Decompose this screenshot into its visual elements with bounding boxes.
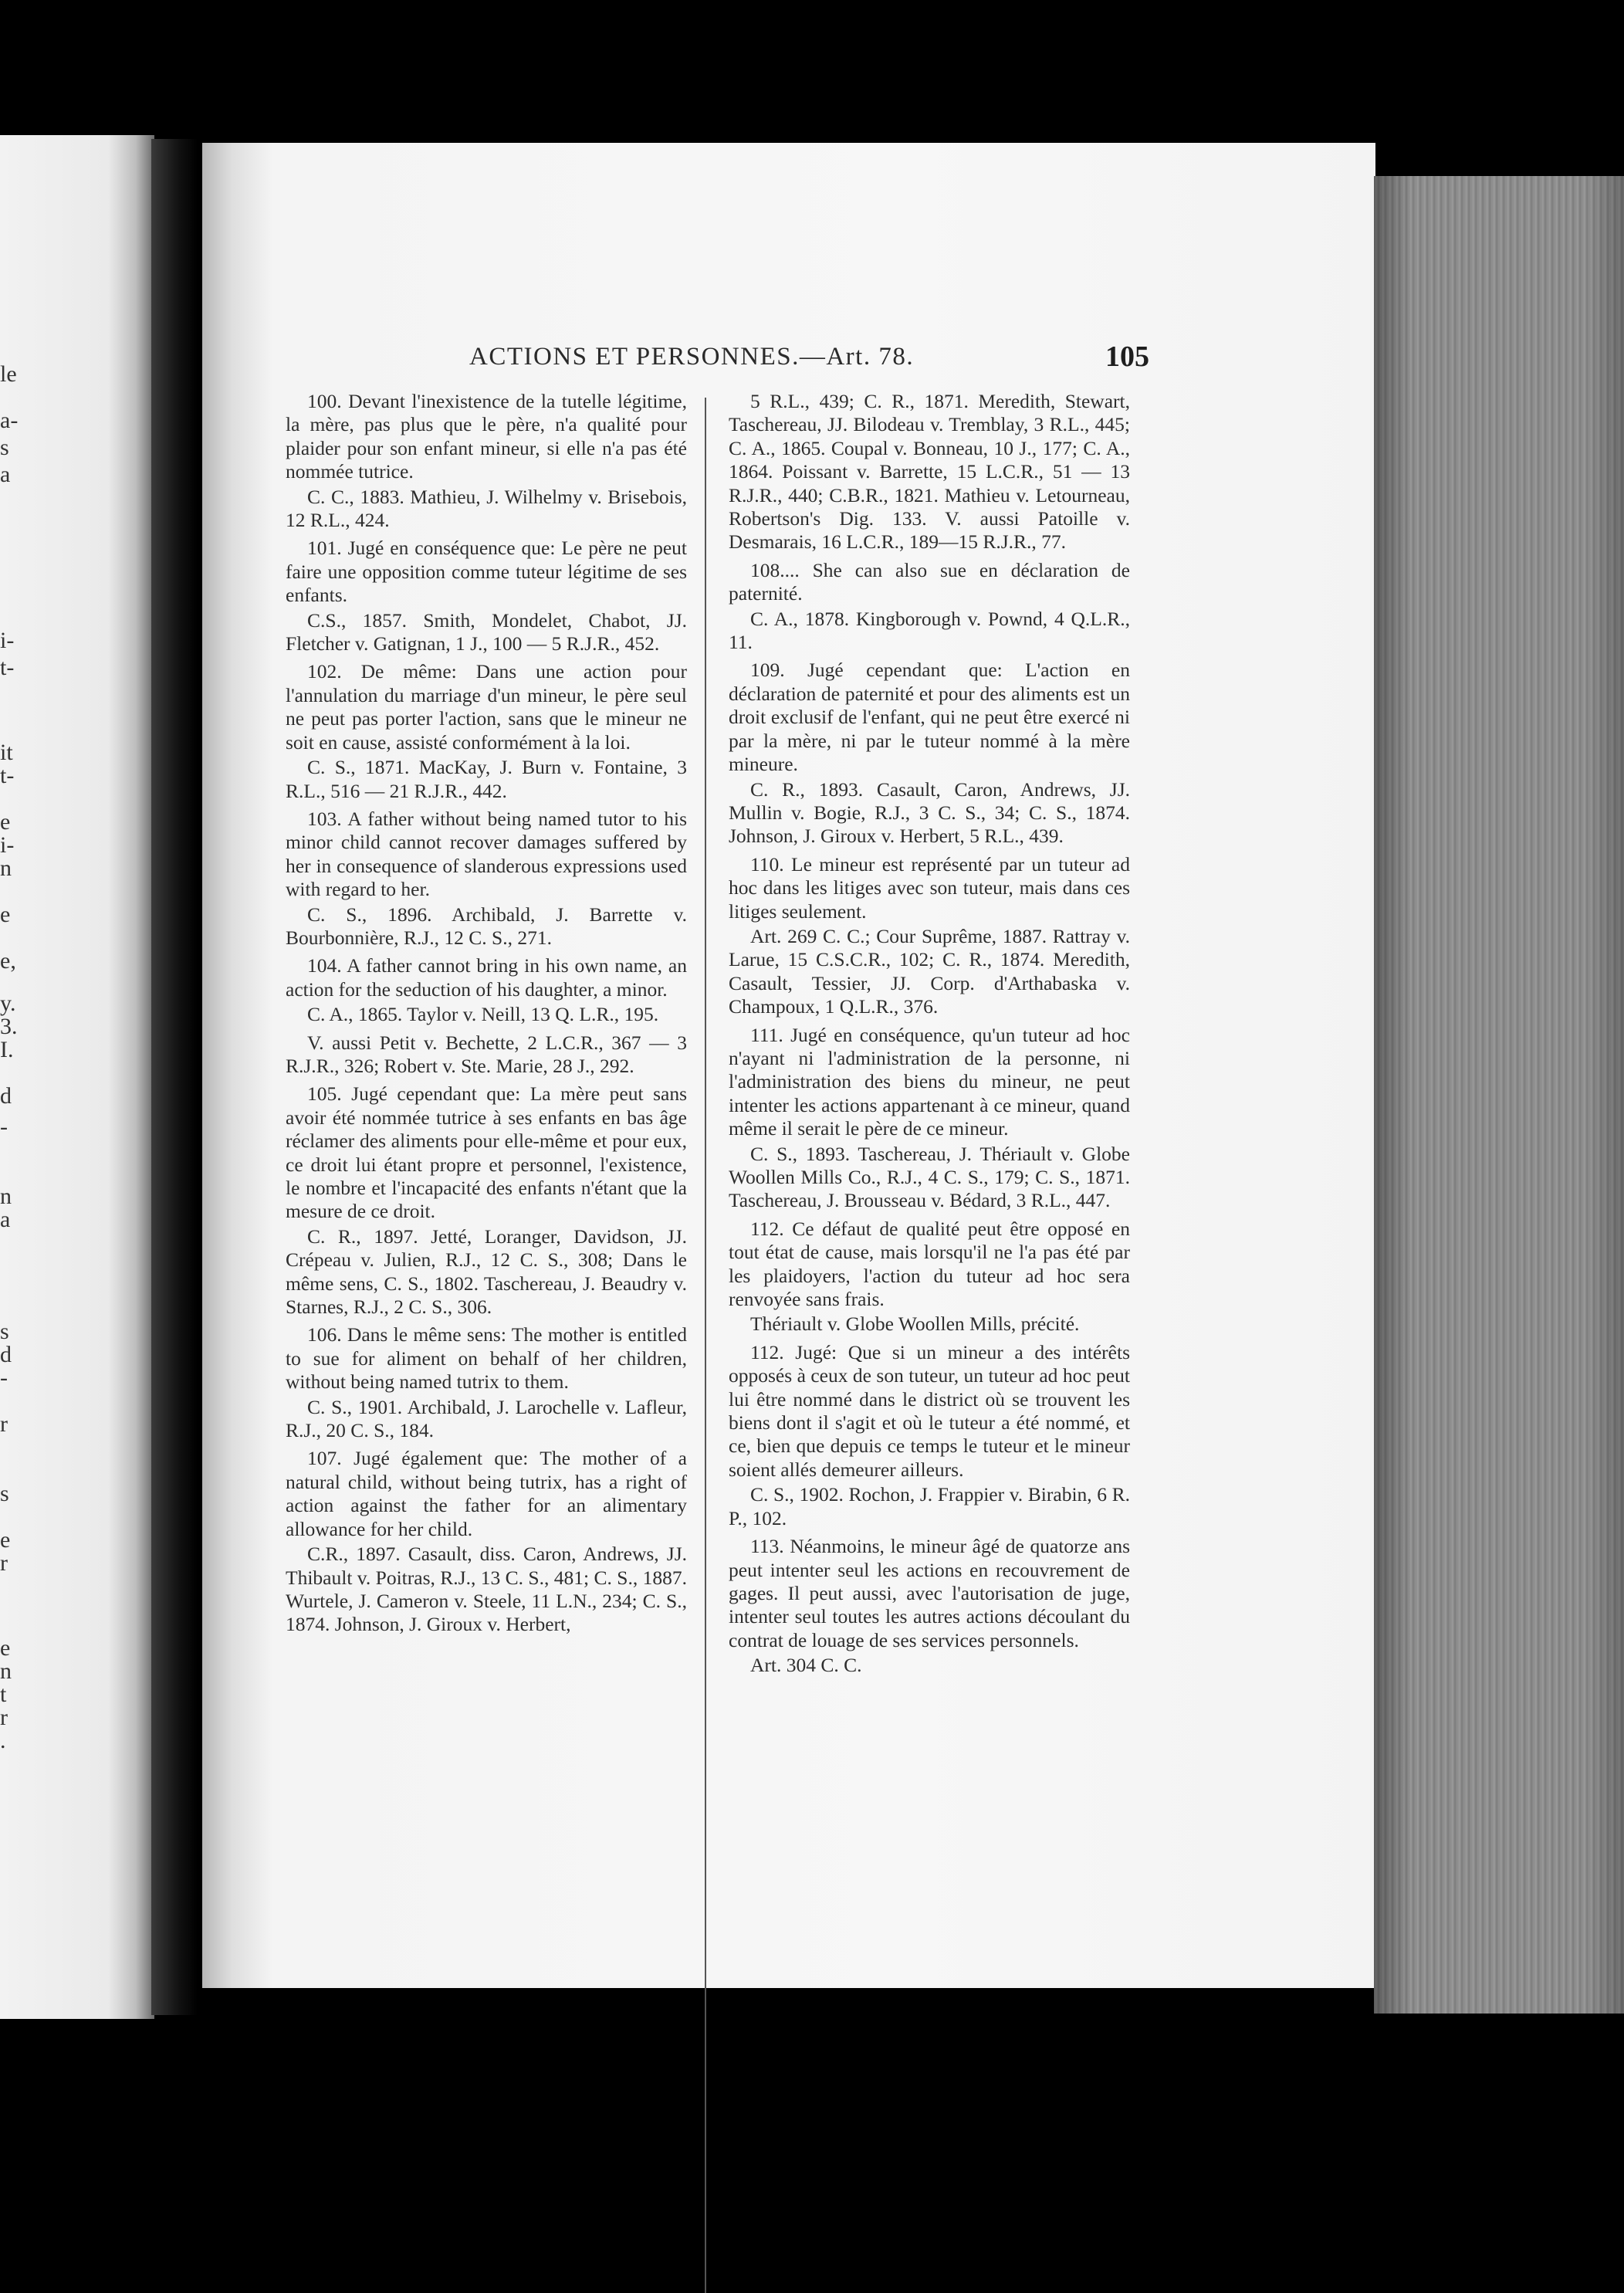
left-fragment: 3. [0, 1014, 18, 1039]
citation: C. R., 1897. Jetté, Loranger, Davidson, JJ. Crépeau v. Julien, R.J., 12 C. S., 308; Dans le même sens, C. S., 1802. Taschereau, J. Beaudry v. Starnes, R.J., 2 C. S., 306. [286, 1224, 687, 1319]
paragraph: 101. Jugé en conséquence que: Le père ne peut faire une opposition comme tuteur légitime de ses enfants. [286, 537, 687, 607]
left-fragment: - [0, 1114, 8, 1140]
paragraph: 107. Jugé également que: The mother of a natural child, without being tutrix, has a right of action against the father for an alimentary allowance for her child. [286, 1447, 687, 1540]
citation-continued: 5 R.L., 439; C. R., 1871. Meredith, Stewart, Taschereau, JJ. Bilodeau v. Tremblay, 3 R.L., 445; C. A., 1865. Coupal v. Bonneau, 10 J., 177; C. A., 1864. Poissant v. Barrette, 15 L.C.R., 51 — 13 R.J.R., 440; C.B.R., 1821. Mathieu v. Letourneau, Robertson's Dig. 133. V. aussi Patoille v. Desmarais, 16 L.C.R., 189—15 R.J.R., 77. [729, 390, 1130, 554]
left-fragment: e [0, 1635, 11, 1661]
book-gutter [151, 139, 198, 2015]
left-fragment: it [0, 740, 13, 765]
left-fragment: - [0, 1365, 8, 1390]
left-fragment: n [0, 1184, 12, 1209]
left-page-text-fragments [0, 363, 31, 1830]
paragraph: 103. A father without being named tutor to his minor child cannot recover damages suffered by her in consequence of slanderous expressions used with regard to her. [286, 807, 687, 901]
running-head: ACTIONS ET PERSONNES.—Art. 78. [469, 343, 915, 371]
left-text-column [286, 390, 687, 1641]
left-fragment: r [0, 1550, 8, 1576]
citation: C. S., 1901. Archibald, J. Larochelle v. Lafleur, R.J., 20 C. S., 184. [286, 1395, 687, 1442]
citation: C. S., 1893. Taschereau, J. Thériault v. Globe Woollen Mills Co., R.J., 4 C. S., 179; C. S., 1871. Taschereau, J. Brousseau v. Bédard, 3 R.L., 447. [729, 1142, 1130, 1212]
citation: Thériault v. Globe Woollen Mills, précité. [750, 1312, 1080, 1336]
citation: C.S., 1857. Smith, Mondelet, Chabot, JJ. Fletcher v. Gatignan, 1 J., 100 — 5 R.J.R., 452. [286, 608, 687, 655]
left-fragment: n [0, 855, 12, 881]
paragraph: 105. Jugé cependant que: La mère peut sans avoir été nommée tutrice à ses enfants en bas âge réclamer des aliments pour elle-même et pour eux, ce droit lui étant propre et personnel, l'existence, le nombre et l'incapacité des enfants n'étant que la mesure de ce droit. [286, 1082, 687, 1223]
column-divider [705, 398, 706, 2293]
left-fragment: t- [0, 655, 15, 680]
left-fragment: le [0, 361, 17, 387]
paragraph: 104. A father cannot bring in his own name, an action for the seduction of his daughter, a minor. [286, 954, 687, 1001]
paragraph: 111. Jugé en conséquence, qu'un tuteur ad hoc n'ayant ni l'administration de la personne, ni l'administration des biens du mineur, ne peut intenter les actions appartenant à ce mineur, quand même il serait le père de ce mineur. [729, 1023, 1130, 1140]
citation: C. C., 1883. Mathieu, J. Wilhelmy v. Brisebois, 12 R.L., 424. [286, 485, 687, 532]
left-fragment: i- [0, 832, 15, 858]
paragraph: 100. Devant l'inexistence de la tutelle légitime, la mère, pas plus que le père, n'a qualité pour plaider pour son enfant mineur, si elle n'a pas été nommée tutrice. [286, 390, 687, 483]
page-number: 105 [1105, 340, 1149, 373]
left-fragment: d [0, 1083, 12, 1109]
citation: C. A., 1878. Kingborough v. Pownd, 4 Q.L.R., 11. [729, 607, 1130, 654]
left-fragment: r [0, 1705, 8, 1730]
right-text-column [729, 390, 1130, 1682]
left-fragment: t [0, 1682, 7, 1707]
paragraph: 110. Le mineur est représenté par un tuteur ad hoc dans les litiges avec son tuteur, mais dans ces litiges seulement. [729, 852, 1130, 923]
citation: Art. 269 C. C.; Cour Suprême, 1887. Rattray v. Larue, 15 C.S.C.R., 102; C. R., 1874. Meredith, Casault, Tessier, JJ. Corp. d'Arthabaska v. Champoux, 1 Q.L.R., 376. [729, 924, 1130, 1018]
paragraph: 102. De même: Dans une action pour l'annulation du marriage d'un mineur, le père seul ne peut pas porter l'action, sans que le mineur ne soit en cause, assisté conformément à la loi. [286, 660, 687, 754]
left-fragment: e, [0, 948, 16, 974]
citation: C.R., 1897. Casault, diss. Caron, Andrews, JJ. Thibault v. Poitras, R.J., 13 C. S., 481; C. S., 1887. Wurtele, J. Cameron v. Steele, 11 L.N., 234; C. S., 1874. Johnson, J. Giroux v. Herbert, [286, 1543, 687, 1636]
paragraph: 112. Ce défaut de qualité peut être opposé en tout état de cause, mais lorsqu'il ne l'a pas été par les plaidoyers, l'action du tuteur ad hoc sera renvoyée sans frais. [729, 1217, 1130, 1311]
left-fragment: a [0, 462, 11, 487]
paragraph: 109. Jugé cependant que: L'action en déclaration de paternité et pour des aliments est un droit exclusif de l'enfant, qui ne peut être exercé ni par la mère, ni par le tuteur nommé à la mère mineure. [729, 659, 1130, 776]
left-fragment: a [0, 1207, 11, 1232]
left-fragment: e [0, 1527, 11, 1553]
left-fragment: y. [0, 991, 16, 1016]
left-fragment: I. [0, 1037, 14, 1062]
left-fragment: s [0, 1319, 9, 1344]
left-fragment: e [0, 809, 11, 835]
left-fragment: . [0, 1728, 6, 1753]
paragraph: 112. Jugé: Que si un mineur a des intérêts opposés à ceux de son tuteur, un tuteur ad hoc peut lui être nommé dans le district où se trouvent les biens dont il s'agit et où le tuteur a été nommé, et ce, bien que depuis ce temps le tuteur et le mineur soient allés demeurer ailleurs. [729, 1340, 1130, 1481]
left-fragment: i- [0, 628, 15, 653]
left-fragment: a- [0, 408, 19, 433]
left-fragment: t- [0, 763, 15, 788]
left-fragment: s [0, 1481, 9, 1506]
left-fragment: d [0, 1342, 12, 1367]
citation: Art. 304 C. C. [750, 1654, 862, 1677]
left-fragment: r [0, 1411, 8, 1437]
citation: V. aussi Petit v. Bechette, 2 L.C.R., 367 — 3 R.J.R., 326; Robert v. Ste. Marie, 28 J., 292. [286, 1031, 687, 1077]
left-fragment: n [0, 1658, 12, 1684]
book-edge-shading [1374, 176, 1624, 2014]
paragraph: 108.... She can also sue en déclaration de paternité. [729, 558, 1130, 605]
citation: C. S., 1896. Archibald, J. Barrette v. Bourbonnière, R.J., 12 C. S., 271. [286, 903, 687, 949]
citation: C. R., 1893. Casault, Caron, Andrews, JJ. Mullin v. Bogie, R.J., 3 C. S., 34; C. S., 1874. Johnson, J. Giroux v. Herbert, 5 R.L., 439. [729, 777, 1130, 848]
paragraph: 113. Néanmoins, le mineur âgé de quatorze ans peut intenter seul les actions en recouvrement de gages. Il peut aussi, avec l'autorisation de juge, intenter seul toutes les autres actions découlant du contrat de louage de ses services personnels. [729, 1535, 1130, 1651]
paragraph: 106. Dans le même sens: The mother is entitled to sue for aliment on behalf of her children, without being named tutrix to them. [286, 1323, 687, 1394]
citation: C. S., 1871. MacKay, J. Burn v. Fontaine, 3 R.L., 516 — 21 R.J.R., 442. [286, 756, 687, 802]
citation: C. A., 1865. Taylor v. Neill, 13 Q. L.R., 195. [307, 1003, 659, 1026]
citation: C. S., 1902. Rochon, J. Frappier v. Birabin, 6 R. P., 102. [729, 1483, 1130, 1529]
left-fragment: e [0, 902, 11, 927]
left-fragment: s [0, 435, 9, 460]
